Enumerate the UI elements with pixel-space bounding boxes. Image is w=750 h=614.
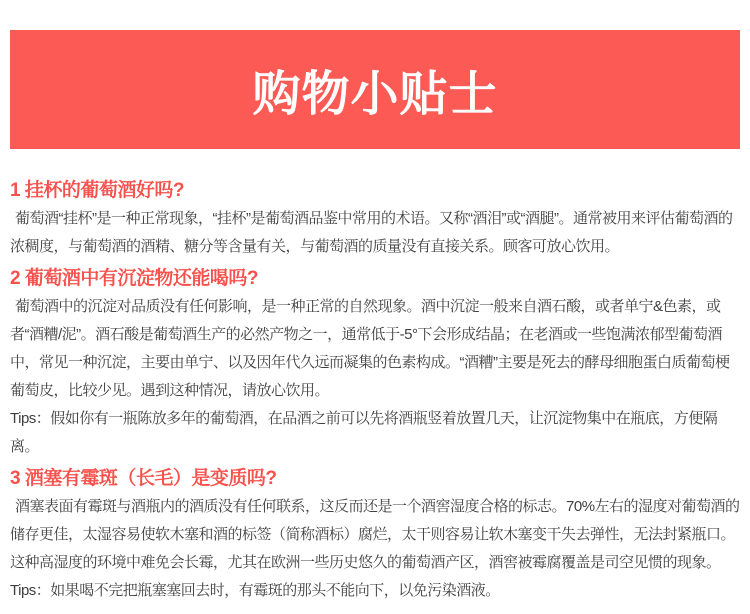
section-3-heading: 3 酒塞有霉斑（长毛）是变质吗? <box>10 468 277 489</box>
page-title: 购物小贴士 <box>252 68 498 121</box>
tips-content <box>0 149 750 605</box>
section-3-tips-note: Tips：如果喝不完把瓶塞塞回去时，有霉斑的那头不能向下，以免污染酒液。 <box>10 582 500 599</box>
section-2-paragraph: 葡萄酒中的沉淀对品质没有任何影响，是一种正常的自然现象。酒中沉淀一般来自酒石酸，或者单宁&色素，或者“酒糟/泥”。酒石酸是葡萄酒生产的必然产物之一，通常低于-5°下会形成结晶；在老酒或一些饱满浓郁型葡萄酒中，常见一种沉淀，主要由单宁、以及因年代久远而凝集的色素构成。“酒糟”主要是死去的酵母细胞蛋白质葡萄梗葡萄皮，比较少见。遇到这种情况，请放心饮用。 <box>10 298 730 399</box>
page-banner <box>10 30 740 149</box>
tips-section-1 <box>10 177 741 261</box>
tips-section-3 <box>10 465 741 605</box>
section-1-heading: 1 挂杯的葡萄酒好吗? <box>10 180 184 201</box>
tips-section-2 <box>10 265 741 461</box>
section-2-heading: 2 葡萄酒中有沉淀物还能喝吗? <box>10 268 258 289</box>
section-1-paragraph: 葡萄酒“挂杯”是一种正常现象，“挂杯”是葡萄酒品鉴中常用的术语。又称“酒泪”或“酒腿”。通常被用来评估葡萄酒的浓稠度，与葡萄酒的酒精、糖分等含量有关，与葡萄酒的质量没有直接关系。顾客可放心饮用。 <box>10 210 733 255</box>
section-3-paragraph: 酒塞表面有霉斑与酒瓶内的酒质没有任何联系，这反而还是一个酒窖湿度合格的标志。70%左右的湿度对葡萄酒的储存更佳，太湿容易使软木塞和酒的标签（简称酒标）腐烂，太干则容易让软木塞变干失去弹性，无法封紧瓶口。这种高湿度的环境中难免会长霉，尤其在欧洲一些历史悠久的葡萄酒产区，酒窖被霉腐覆盖是司空见惯的现象。 <box>10 498 740 571</box>
section-2-tips-note: Tips：假如你有一瓶陈放多年的葡萄酒，在品酒之前可以先将酒瓶竖着放置几天，让沉淀物集中在瓶底，方便隔离。 <box>10 410 718 455</box>
